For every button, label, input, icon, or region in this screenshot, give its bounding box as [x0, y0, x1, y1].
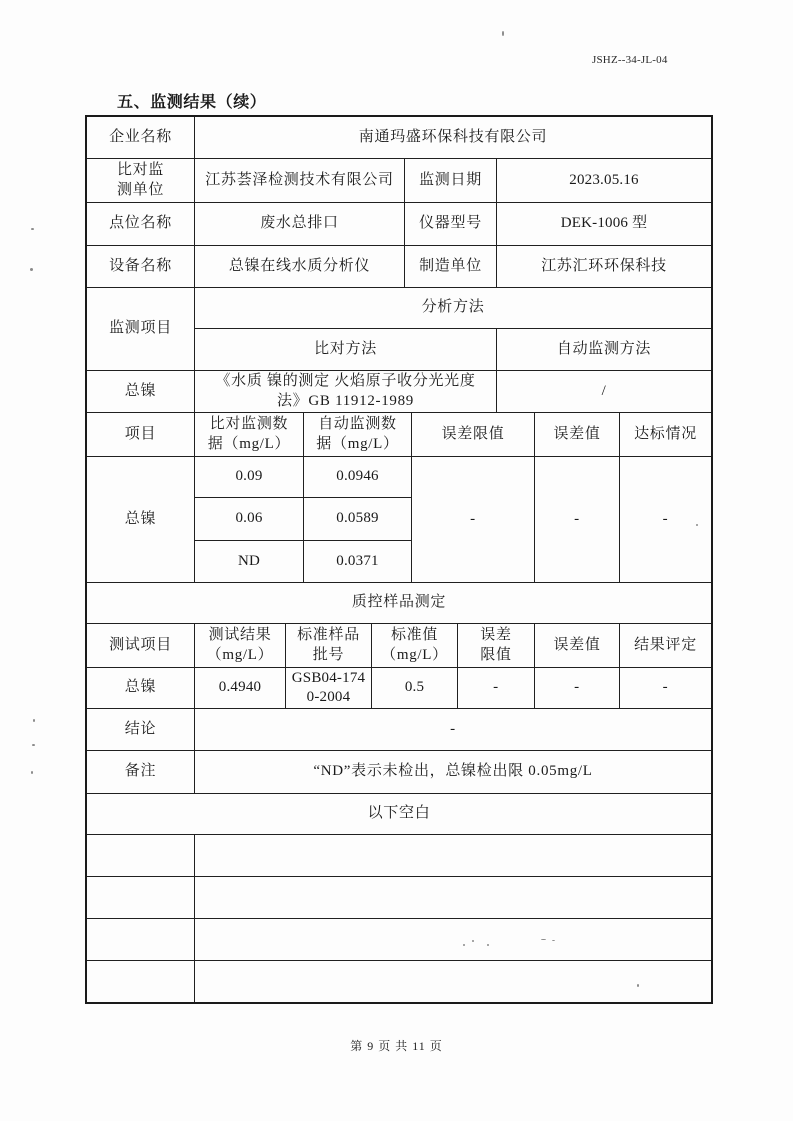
- auto-value: 0.0371: [303, 540, 412, 583]
- remark-label: 备注: [86, 750, 195, 794]
- blank-row-label-cell: [86, 834, 195, 877]
- instrument-model-label: 仪器型号: [404, 202, 497, 246]
- document-code: JSHZ--34-JL-04: [592, 54, 668, 66]
- qc-batch-header: [285, 623, 372, 668]
- scan-speck: [541, 939, 546, 940]
- auto-data-header-line: 自动监测数: [318, 416, 397, 432]
- comparison-item-header: 项目: [86, 412, 195, 457]
- error-value: -: [534, 456, 620, 583]
- qc-error-limit: -: [457, 667, 535, 709]
- qc-result-header-line: 测试结果: [208, 627, 272, 643]
- scan-speck: [30, 268, 33, 271]
- site-value: 废水总排口: [194, 202, 405, 246]
- comparison-method-header: 比对方法: [194, 328, 497, 371]
- error-value-header: 误差值: [534, 412, 620, 457]
- comparison-unit-label-line: 比对监: [116, 162, 165, 178]
- blank-row-value-cell: [194, 918, 712, 961]
- page-number: 第 9 页 共 11 页: [350, 1039, 443, 1053]
- error-limit-header: 误差限值: [411, 412, 535, 457]
- manufacturer-value: 江苏汇环环保科技: [496, 245, 712, 288]
- comparison-value: ND: [194, 540, 304, 583]
- conclusion-label: 结论: [86, 708, 195, 751]
- qc-standard-header-line: 标准值: [390, 627, 439, 643]
- qc-batch-header-line: 标准样品: [297, 627, 360, 643]
- blank-row-label-cell: [86, 876, 195, 919]
- error-limit-value: -: [411, 456, 535, 583]
- qc-batch-number: [285, 667, 372, 709]
- monitoring-item-label: 监测项目: [86, 287, 195, 371]
- comparison-data-header-line: 据（mg/L）: [207, 435, 291, 452]
- qc-error-limit-header: [457, 623, 535, 668]
- qc-standard-header: [371, 623, 458, 668]
- comparison-data-header: [194, 412, 304, 457]
- qc-error-value-header: 误差值: [534, 623, 620, 668]
- qc-batch-number-line: 0-2004: [306, 689, 351, 705]
- scan-speck: [502, 31, 504, 36]
- qc-item: 总镍: [86, 667, 195, 709]
- auto-method-value: /: [496, 370, 712, 413]
- blank-row-value-cell: [194, 834, 712, 877]
- auto-value: 0.0589: [303, 497, 412, 541]
- monitoring-date-value: 2023.05.16: [496, 158, 712, 203]
- comparison-method-line: 法》GB 11912-1989: [276, 392, 415, 409]
- blank-note: 以下空白: [86, 793, 712, 835]
- remark-value: “ND”表示未检出，总镍检出限 0.05mg/L: [194, 750, 712, 794]
- scan-speck: [31, 771, 33, 774]
- company-value: 南通玛盛环保科技有限公司: [194, 116, 712, 159]
- qc-error-limit-header-line: 误差: [480, 627, 512, 643]
- scan-speck: [32, 744, 35, 746]
- qc-result-header-line: （mg/L）: [206, 646, 274, 663]
- comparison-item: 总镍: [86, 456, 195, 583]
- qc-error-value: -: [534, 667, 620, 709]
- method-item: 总镍: [86, 370, 195, 413]
- scan-speck: [472, 940, 474, 942]
- compliance-header: 达标情况: [619, 412, 712, 457]
- qc-batch-number-line: GSB04-174: [291, 669, 366, 686]
- qc-title: 质控样品测定: [86, 582, 712, 624]
- comparison-unit-value: 江苏荟泽检测技术有限公司: [194, 158, 405, 203]
- section-title: 五、监测结果（续）: [117, 94, 267, 111]
- qc-evaluation: -: [619, 667, 712, 709]
- qc-result: 0.4940: [194, 667, 286, 709]
- company-label: 企业名称: [86, 116, 195, 159]
- site-label: 点位名称: [86, 202, 195, 246]
- auto-data-header-line: 据（mg/L）: [316, 435, 399, 452]
- qc-result-header: [194, 623, 286, 668]
- scan-speck: [696, 524, 698, 526]
- monitoring-date-label: 监测日期: [404, 158, 497, 203]
- qc-standard-header-line: （mg/L）: [381, 646, 448, 663]
- analysis-method-header: 分析方法: [194, 287, 712, 329]
- blank-row-value-cell: [194, 960, 712, 1003]
- comparison-unit-label-line: 测单位: [116, 181, 165, 198]
- scan-speck: [637, 984, 639, 987]
- comparison-unit-label: [86, 158, 195, 203]
- comparison-value: 0.09: [194, 456, 304, 498]
- device-label: 设备名称: [86, 245, 195, 288]
- auto-data-header: [303, 412, 412, 457]
- qc-standard-value: 0.5: [371, 667, 458, 709]
- device-value: 总镍在线水质分析仪: [194, 245, 405, 288]
- blank-row-value-cell: [194, 876, 712, 919]
- blank-row-label-cell: [86, 918, 195, 961]
- auto-value: 0.0946: [303, 456, 412, 498]
- manufacturer-label: 制造单位: [404, 245, 497, 288]
- monitoring-results-table: [86, 116, 712, 1003]
- compliance-value: -: [619, 456, 712, 583]
- conclusion-value: -: [194, 708, 712, 751]
- blank-row-label-cell: [86, 960, 195, 1003]
- comparison-method-value: [194, 370, 497, 413]
- instrument-model-value: DEK-1006 型: [496, 202, 712, 246]
- scan-speck: [552, 940, 555, 941]
- qc-evaluation-header: 结果评定: [619, 623, 712, 668]
- comparison-data-header-line: 比对监测数: [209, 416, 289, 432]
- qc-error-limit-header-line: 限值: [480, 646, 512, 663]
- qc-item-header: 测试项目: [86, 623, 195, 668]
- comparison-value: 0.06: [194, 497, 304, 541]
- qc-batch-header-line: 批号: [312, 646, 345, 663]
- auto-method-header: 自动监测方法: [496, 328, 712, 371]
- scan-speck: [463, 944, 465, 946]
- scan-speck: [33, 719, 35, 722]
- comparison-method-line: 《水质 镍的测定 火焰原子收分光光度: [215, 373, 476, 389]
- scan-speck: [31, 228, 34, 230]
- scan-speck: [487, 944, 489, 946]
